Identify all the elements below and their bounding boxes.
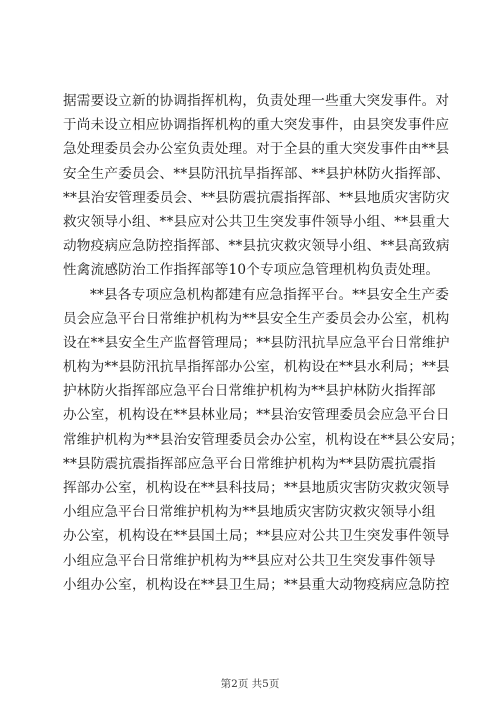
text-line: 小组应急平台日常维护机构为**县应对公共卫生突发事件领导: [63, 552, 436, 569]
paragraph-start-line: **县各专项应急机构都建有应急指挥平台。**县安全生产委: [90, 286, 450, 303]
text-line: **县防震抗震指挥部应急平台日常维护机构为**县防震抗震指: [63, 455, 436, 472]
text-line: 于尚未设立相应协调指挥机构的重大突发事件，由县突发事件应: [63, 117, 450, 134]
text-line: 设在**县安全生产监督管理局；**县防汛抗旱应急平台日常维护: [63, 334, 450, 351]
body-text: [63, 89, 464, 597]
text-line: **县治安管理委员会、**县防震抗震指挥部、**县地质灾害防灾: [63, 189, 450, 206]
text-line: 办公室，机构设在**县林业局；**县治安管理委员会应急平台日: [63, 407, 450, 424]
page-number-footer: 第2页 共5页: [220, 678, 280, 690]
text-line: 救灾领导小组、**县应对公共卫生突发事件领导小组、**县重大: [63, 213, 450, 230]
text-line: 小组办公室，机构设在**县卫生局；**县重大动物疫病应急防控: [63, 576, 450, 593]
text-line: 常维护机构为**县治安管理委员会办公室，机构设在**县公安局；: [63, 431, 464, 448]
text-line: 急处理委员会办公室负责处理。对于全县的重大突发事件由**县: [63, 141, 450, 158]
text-line: 据需要设立新的协调指挥机构，负责处理一些重大突发事件。对: [63, 93, 450, 109]
text-line: 挥部办公室，机构设在**县科技局；**县地质灾害防灾救灾领导: [63, 480, 450, 496]
text-line: 性禽流感防治工作指挥部等10个专项应急管理机构负责处理。: [63, 262, 440, 279]
text-line: 机构为**县防汛抗旱指挥部办公室，机构设在**县水利局；**县: [63, 359, 450, 376]
text-line: 动物疫病应急防控指挥部、**县抗灾救灾领导小组、**县高致病: [63, 238, 450, 255]
text-line: 护林防火指挥部应急平台日常维护机构为**县护林防火指挥部: [63, 383, 436, 400]
text-line: 安全生产委员会、**县防汛抗旱指挥部、**县护林防火指挥部、: [63, 165, 450, 182]
text-line: 员会应急平台日常维护机构为**县安全生产委员会办公室，机构: [63, 310, 450, 327]
text-line: 办公室，机构设在**县国土局；**县应对公共卫生突发事件领导: [63, 528, 450, 545]
text-line: 小组应急平台日常维护机构为**县地质灾害防灾救灾领导小组: [63, 504, 436, 521]
